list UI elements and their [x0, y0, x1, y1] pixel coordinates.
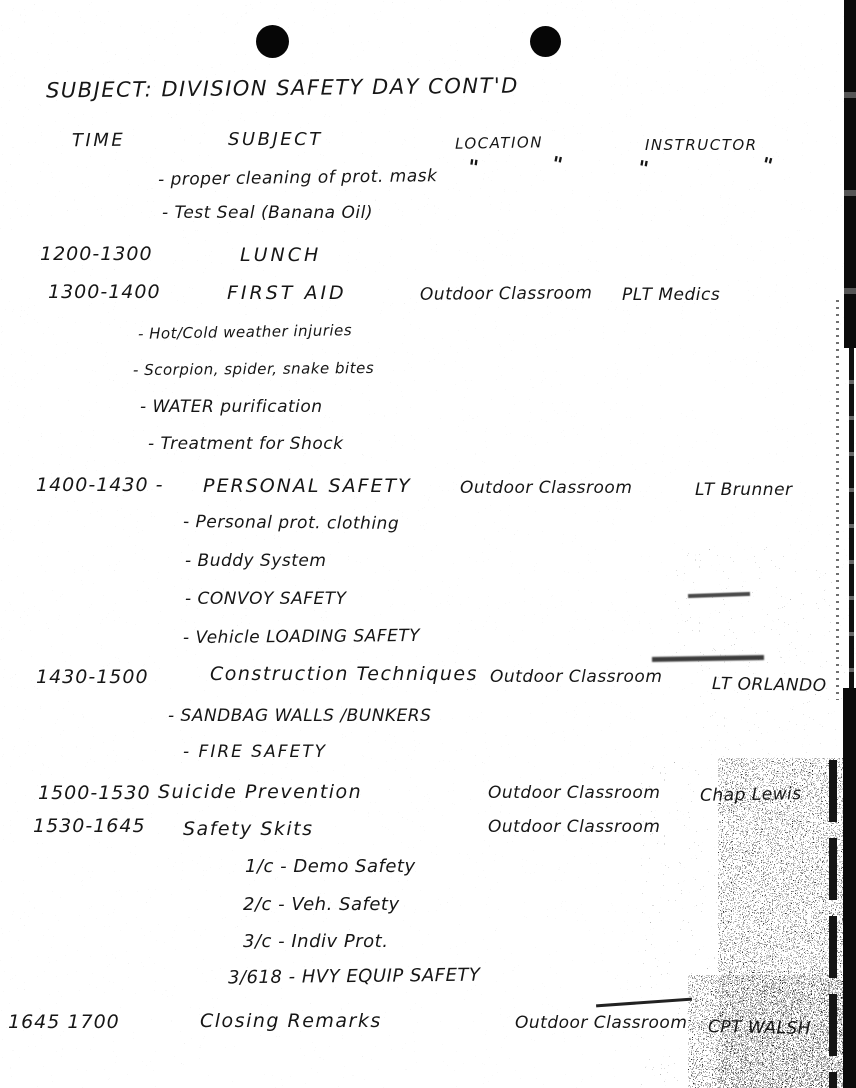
hole-punch-right [530, 26, 561, 57]
scan-edge-bar-inner [829, 760, 837, 1088]
schedule-location: Outdoor Classroom [490, 667, 663, 687]
ditto-mark: " [466, 154, 481, 180]
schedule-subject: FIRST AID [227, 282, 347, 304]
scan-edge-bar-mid [849, 348, 854, 688]
bullet-line: 3/618 - HVY EQUIP SAFETY [227, 964, 481, 989]
column-header-instructor: INSTRUCTOR [645, 136, 758, 154]
bullet-line: 3/c - Indiv Prot. [243, 931, 389, 952]
schedule-location: Outdoor Classroom [460, 478, 633, 498]
bullet-line: - CONVOY SAFETY [185, 589, 347, 609]
schedule-time: 1300-1400 [48, 281, 161, 303]
bullet-line: - Buddy System [185, 551, 327, 571]
schedule-time: 1200-1300 [40, 243, 153, 265]
bullet-line: - SANDBAG WALLS /BUNKERS [168, 706, 432, 726]
scan-edge-bar-top [844, 0, 856, 348]
bullet-line: - Hot/Cold weather injuries [137, 321, 353, 343]
document-title: SUBJECT: DIVISION SAFETY DAY CONT'D [45, 73, 519, 103]
schedule-time: 1400-1430 - [36, 474, 164, 496]
ditto-mark: " [549, 151, 565, 177]
bullet-line: - Test Seal (Banana Oil) [162, 203, 373, 223]
schedule-time: 1500-1530 [38, 782, 151, 804]
schedule-instructor: PLT Medics [622, 285, 721, 305]
schedule-subject: PERSONAL SAFETY [203, 475, 412, 497]
schedule-subject: Construction Techniques [210, 663, 478, 685]
ditto-mark: " [635, 155, 651, 181]
scan-edge-bar-bottom [843, 688, 856, 1088]
schedule-subject: Safety Skits [183, 818, 314, 840]
bullet-line: - Vehicle LOADING SAFETY [182, 625, 421, 649]
bullet-line: 1/c - Demo Safety [245, 856, 416, 877]
bullet-line: - Treatment for Shock [148, 434, 344, 454]
schedule-instructor: Chap Lewis [699, 784, 802, 806]
bullet-line: - Personal prot. clothing [182, 512, 400, 534]
bullet-line: - proper cleaning of prot. mask [157, 166, 438, 190]
schedule-location: Outdoor Classroom [488, 783, 661, 803]
schedule-time: 1530-1645 [33, 815, 146, 837]
schedule-subject: Suicide Prevention [158, 781, 363, 803]
schedule-subject: Closing Remarks [200, 1010, 382, 1032]
column-header-location: LOCATION [454, 133, 544, 153]
schedule-instructor: LT Brunner [695, 480, 793, 500]
schedule-instructor: CPT WALSH [707, 1017, 812, 1039]
bullet-line: 2/c - Veh. Safety [243, 894, 400, 915]
schedule-time: 1430-1500 [36, 666, 149, 688]
scan-edge-marks [836, 300, 839, 700]
schedule-subject: LUNCH [240, 244, 322, 266]
bullet-line: - Scorpion, spider, snake bites [132, 358, 375, 380]
schedule-instructor: LT ORLANDO [711, 674, 827, 696]
bullet-line: - FIRE SAFETY [183, 742, 327, 762]
schedule-location: Outdoor Classroom [488, 817, 661, 837]
bullet-line: - WATER purification [140, 397, 323, 417]
hole-punch-left [256, 25, 289, 58]
column-header-time: TIME [71, 129, 126, 152]
schedule-location: Outdoor Classroom [419, 283, 593, 305]
schedule-time: 1645 1700 [8, 1011, 120, 1033]
schedule-location: Outdoor Classroom [515, 1013, 688, 1033]
column-header-subject: SUBJECT [228, 129, 323, 150]
ditto-mark: " [759, 152, 776, 178]
